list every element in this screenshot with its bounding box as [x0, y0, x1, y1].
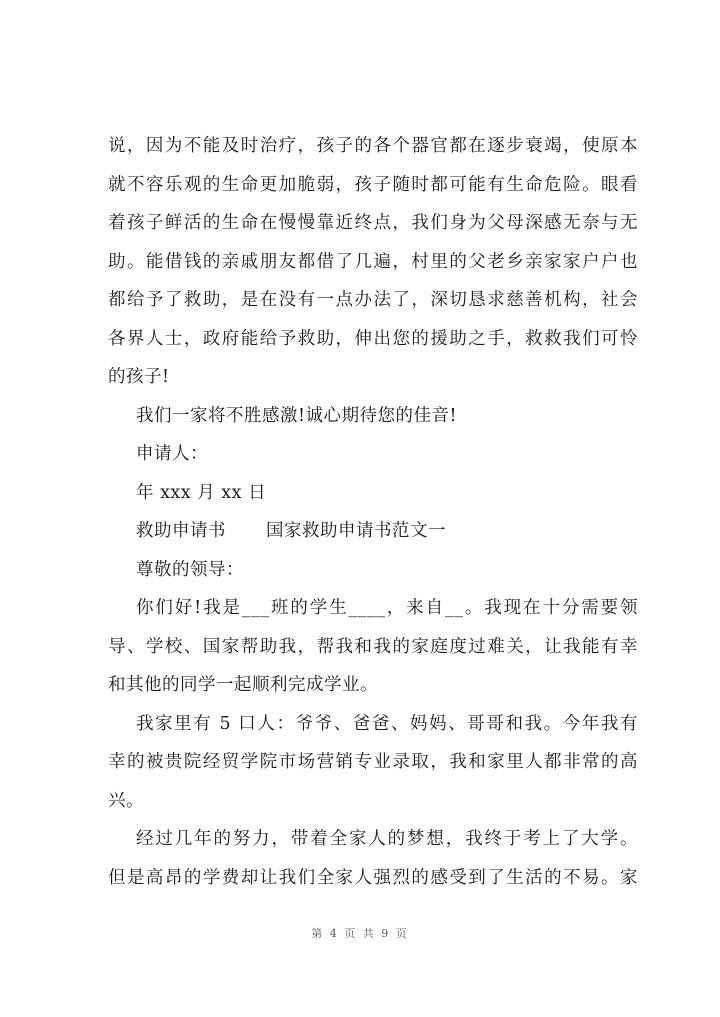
paragraph-tuition: [108, 820, 638, 897]
page-number-footer: 第 4 页 共 9 页: [311, 927, 409, 940]
text-line: 就不容乐观的生命更加脆弱，孩子随时都可能有生命危险。眼看: [108, 174, 638, 195]
text-line: 导、学校、国家帮助我，帮我和我的家庭度过难关，让我能有幸: [108, 636, 638, 657]
text-line: 你们好!我是___班的学生____，来自__。我现在十分需要领: [136, 598, 638, 618]
text-line: 各界人士，政府能给予救助，伸出您的援助之手，救救我们可怜: [108, 328, 638, 349]
text-line: 说，因为不能及时治疗，孩子的各个器官都在逐步衰竭，使原本: [108, 136, 638, 156]
paragraph-salutation: [108, 551, 638, 590]
paragraph-date: [108, 474, 638, 513]
heading-left: 救助申请书: [136, 521, 226, 541]
salutation: 尊敬的领导：: [136, 559, 244, 580]
date-line: 年 xxx 月 xx 日: [136, 482, 267, 503]
document-body: [108, 127, 638, 897]
text-line: 我家里有 5 口人：爷爷、爸爸、妈妈、哥哥和我。今年我有: [136, 713, 638, 734]
paragraph-intro: [108, 589, 638, 705]
text-line: 我们一家将不胜感激!诚心期待您的佳音!: [136, 405, 458, 426]
text-line: 兴。: [108, 790, 144, 811]
applicant-label: 申请人：: [136, 444, 208, 464]
section-heading: [108, 512, 638, 551]
text-line: 都给予了救助，是在没有一点办法了，深切恳求慈善机构，社会: [108, 290, 638, 310]
text-line: 着孩子鲜活的生命在慢慢靠近终点，我们身为父母深感无奈与无: [108, 213, 638, 233]
paragraph-thanks: [108, 397, 638, 436]
text-line: 幸的被贵院经贸学院市场营销专业录取，我和家里人都非常的高: [108, 752, 638, 772]
heading-line: [108, 512, 638, 551]
text-line: 经过几年的努力，带着全家人的梦想，我终于考上了大学。: [136, 829, 638, 849]
paragraph-applicant: [108, 435, 638, 474]
text-line: 和其他的同学一起顺利完成学业。: [108, 675, 378, 695]
text-line: 但是高昂的学费却让我们全家人强烈的感受到了生活的不易。家: [108, 867, 638, 888]
heading-right: 国家救助申请书范文一: [266, 521, 446, 541]
paragraph-plea: [108, 127, 638, 397]
paragraph-family: [108, 705, 638, 821]
text-line: 的孩子!: [108, 367, 170, 387]
text-line: 助。能借钱的亲戚朋友都借了几遍，村里的父老乡亲家家户户也: [108, 251, 638, 272]
